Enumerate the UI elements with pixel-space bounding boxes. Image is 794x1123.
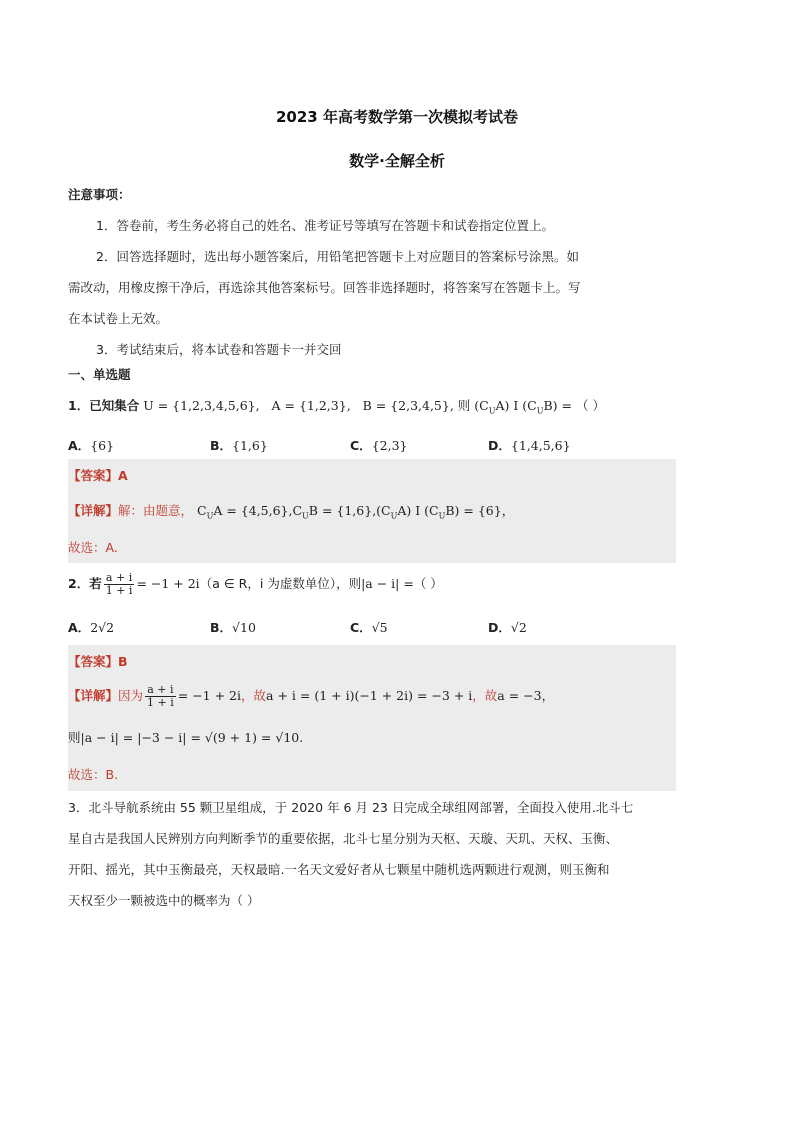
q1-prefix: 1．已知集合 [68,398,140,413]
q1-expression: $(C_UA)$ I $(C_UB)$ = [474,398,572,416]
question-1 [68,398,605,420]
notice-item-3: 3．考试结束后，将本试卷和答题卡一并交回 [96,342,342,357]
q1-set-u: U = {1,2,3,4,5,6}, [143,398,260,413]
q1-choose: 故选：A. [68,540,118,555]
q2-option-d: D．√2 [488,620,527,635]
q1-set-b: B = {2,3,4,5}, [362,398,454,413]
q2-answer: 【答案】B [68,654,128,669]
q1-set-a: A = {1,2,3}, [271,398,351,413]
q2-option-c: C．√5 [350,620,388,635]
q2-choose: 故选：B. [68,767,119,782]
q1-option-d: D．{1,4,5,6} [488,438,571,453]
q2-option-a: A．2√2 [68,620,115,635]
question-3-line-1: 3．北斗导航系统由 55 颗卫星组成，于 2020 年 6 月 23 日完成全球组网部署，全面投入使用.北斗七 [68,800,634,815]
question-3-line-4: 天权至少一颗被选中的概率为（ ） [68,893,260,908]
q1-paren: （ ） [575,398,605,413]
q1-option-b: B．{1,6} [210,438,268,453]
notice-item-2-line-1: 2．回答选择题时，选出每小题答案后，用铅笔把答题卡上对应题目的答案标号涂黑。如 [96,249,579,264]
q1-then: 则 [457,398,471,413]
q1-detail: 【详解】解：由题意， $C_UA = \{4,5,6\},C_UB = \{1,6\},(C_UA)$ I $(C_UB) = \{6\}$， [68,503,515,521]
page-subtitle: 数学·全解全析 [349,152,445,170]
q1-answer: 【答案】A [68,468,128,483]
q2-answer-box [68,645,676,791]
q2-detail-line-2: 则|a − i| = |−3 − i| = √(9 + 1) = √10. [68,730,304,745]
q1-option-c: C．{2,3} [350,438,408,453]
notice-item-2-line-2: 需改动，用橡皮擦干净后，再选涂其他答案标号。回答非选择题时，将答案写在答题卡上。写 [68,280,581,295]
notice-item-1: 1．答卷前，考生务必将自己的姓名、准考证号等填写在答题卡和试卷指定位置上。 [96,218,554,233]
q2-option-b: B．√10 [210,620,256,635]
notice-heading: 注意事项： [68,187,131,202]
question-2: 2．若 $\frac{a + i}{1 + i}$ = −1 + 2i（a ∈ R，i 为虚数单位），则|a − i| =（ ） [68,571,443,597]
q1-option-a: A．{6} [68,438,115,453]
question-3-line-2: 星自古是我国人民辨别方向判断季节的重要依据，北斗七星分别为天枢、天璇、天玑、天权、玉衡、 [68,831,619,846]
notice-item-2-line-3: 在本试卷上无效。 [68,311,169,326]
q2-fraction: $\frac{a + i}{1 + i}$ [105,571,133,597]
page-title: 2023 年高考数学第一次模拟考试卷 [276,108,518,126]
section-heading: 一、单选题 [68,367,131,382]
question-3-line-3: 开阳、摇光，其中玉衡最亮，天权最暗.一名天文爱好者从七颗星中随机选两颗进行观测，则玉衡和 [68,862,610,877]
q2-detail: 【详解】因为 $\frac{a + i}{1 + i}$ = −1 + 2i，故a + i = (1 + i)(−1 + 2i) = −3 + i，故a = −3， [68,683,555,709]
